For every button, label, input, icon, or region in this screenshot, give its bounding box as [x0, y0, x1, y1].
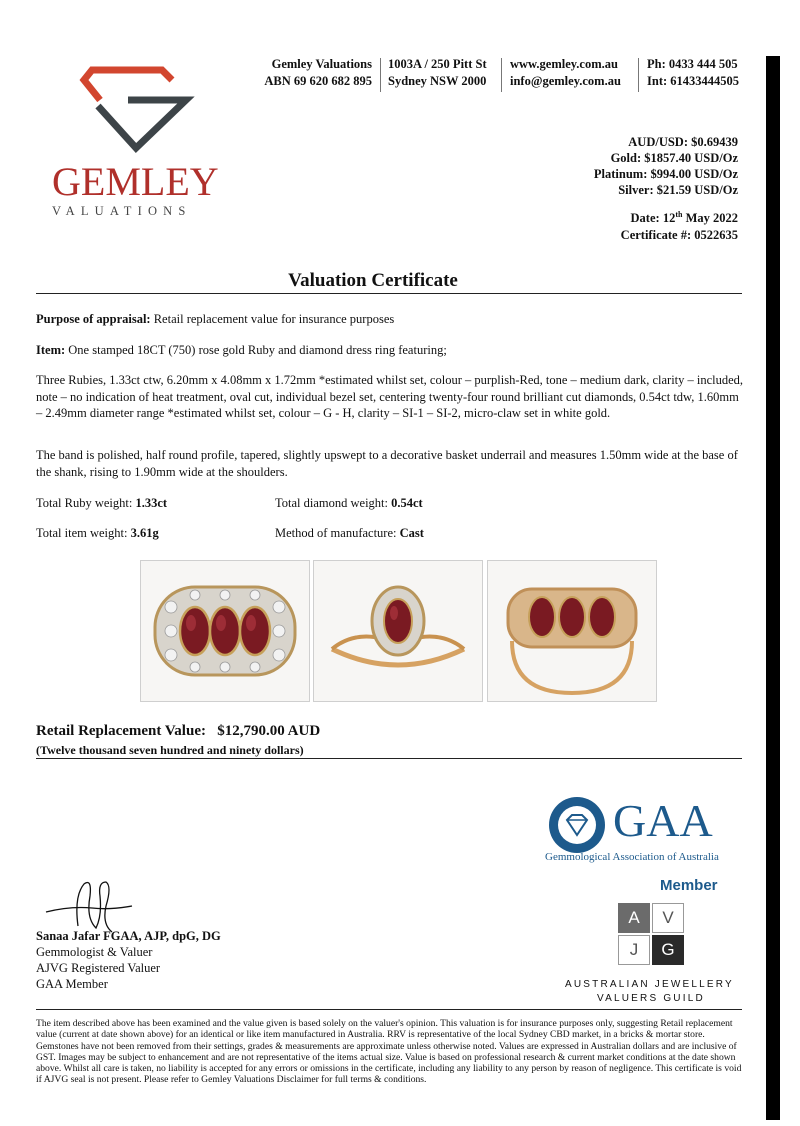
ajvg-letter-g: G [652, 935, 684, 965]
ring-photo-top [140, 560, 310, 702]
member-label: Member [660, 877, 718, 894]
certificate-info: Date: 12th May 2022 Certificate #: 0522635 [620, 210, 738, 243]
retail-value: Retail Replacement Value: $12,790.00 AUD [36, 723, 321, 739]
disclaimer-text: The item described above has been examined and the value given is based solely on the valuer's opinion. This valuation is for insurance purposes only, suggesting Retail replacement value (current at date shown above) for an identical or like item manufactured in Australia. RRV is representative of the local Sydney CBD market, in a bricks & mortar store. Gemstones have not been removed from their settings, grades & measurements are approximate unless otherwise noted. Values are expressed in Australian dollars and are inclusive of GST. Images may be subject to enhancement and are not representative of the items actual size. Value is based on professional research & current market conditions at the date shown above. Whilst all care is taken, no liability is accepted for any errors or omissions in the certificate, including any liability to any person by reason of negligence. This certificate is void if AJVG seal is not present. Please refer to Gemley Valuations Disclaimer for full terms & conditions. [36, 1018, 742, 1086]
ajvg-letter-j: J [618, 935, 650, 965]
ring-photo-side [313, 560, 483, 702]
diamond-weight: Total diamond weight: 0.54ct [275, 496, 423, 510]
header-address: 1003A / 250 Pitt St Sydney NSW 2000 [388, 57, 487, 88]
ajvg-name-line2: VALUERS GUILD [597, 993, 705, 1004]
ajvg-letter-a: A [618, 903, 650, 933]
signature [40, 876, 150, 934]
title-divider [36, 293, 742, 294]
header-company: Gemley Valuations ABN 69 620 682 895 [264, 57, 372, 88]
header-divider [380, 58, 381, 92]
ring-photo-back [487, 560, 657, 702]
retail-value-words: (Twelve thousand seven hundred and ninety dollars) [36, 743, 304, 757]
logo-name: GEMLEY [52, 159, 219, 204]
gaa-name: GAA [613, 795, 713, 846]
ruby-weight: Total Ruby weight: 1.33ct [36, 496, 168, 510]
signer-block: Sanaa Jafar FGAA, AJP, dpG, DG Gemmologist & Valuer AJVG Registered Valuer GAA Member [36, 929, 221, 991]
ajvg-letter-v: V [652, 903, 684, 933]
header-web: www.gemley.com.au info@gemley.com.au [510, 57, 621, 88]
manufacture-method: Method of manufacture: Cast [275, 526, 424, 540]
item-description: Three Rubies, 1.33ct ctw, 6.20mm x 4.08mm x 1.72mm *estimated whilst set, colour – purplish-Red, tone – medium dark, clarity – included, note – no indication of heat treatment, oval cut, individual bezel set, centering twenty-four round brilliant cut diamonds, 0.54ct tdw, 1.60mm – 2.49mm diameter range *estimated whilst set, colour – G - H, clarity – SI-1 – SI-2, micro-claw set in white gold. [36, 373, 744, 420]
header-divider [638, 58, 639, 92]
header-phone: Ph: 0433 444 505 Int: 61433444505 [647, 57, 740, 88]
page-title: Valuation Certificate [288, 270, 458, 291]
band-description: The band is polished, half round profile, tapered, slightly upswept to a decorative basket underrail and measures 1.50mm wide at the base of the shank, rising to 1.90mm wide at the shoulders. [36, 448, 738, 479]
item-weight: Total item weight: 3.61g [36, 526, 159, 540]
gaa-subtitle: Gemmological Association of Australia [545, 851, 719, 863]
edge-bar [766, 56, 780, 1120]
value-divider [36, 758, 742, 759]
logo-subtitle: VALUATIONS [52, 204, 192, 218]
metal-rates: AUD/USD: $0.69439 Gold: $1857.40 USD/Oz Platinum: $994.00 USD/Oz Silver: $21.59 USD/Oz [593, 135, 738, 197]
footer-divider [36, 1009, 742, 1010]
item-line: Item: One stamped 18CT (750) rose gold Ruby and diamond dress ring featuring; [36, 343, 447, 357]
ajvg-name-line1: AUSTRALIAN JEWELLERY [565, 979, 734, 990]
gemley-logo-icon [78, 66, 198, 156]
purpose-line: Purpose of appraisal: Retail replacement value for insurance purposes [36, 312, 395, 326]
gaa-seal-icon [545, 795, 609, 855]
header-divider [501, 58, 502, 92]
